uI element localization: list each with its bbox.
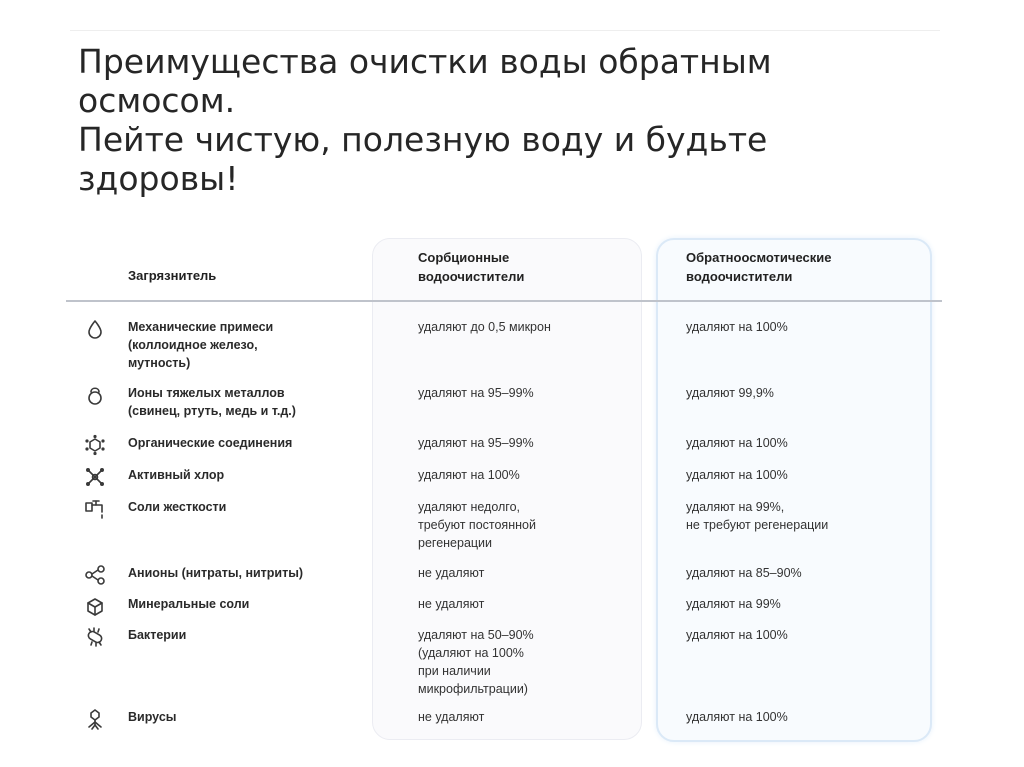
anion-chain-icon xyxy=(84,564,106,586)
osmosis-column-panel xyxy=(656,238,932,742)
osmosis-value: удаляют на 100% xyxy=(686,710,788,724)
sorption-value: удаляют до 0,5 микрон xyxy=(418,320,551,334)
pollutant-name: Органические соединения xyxy=(128,436,293,450)
title-line: здоровы! xyxy=(78,159,239,198)
header-text: водоочистители xyxy=(418,269,525,284)
mineral-crystal-icon xyxy=(84,595,106,617)
sorption-value: не удаляют xyxy=(418,566,485,580)
sorption-value: удаляют на 50–90% (удаляют на 100% при наличии микрофильтрации) xyxy=(418,628,534,696)
sorption-value: удаляют недолго, требуют постоянной регенерации xyxy=(418,500,536,550)
pollutant-column-header xyxy=(128,266,216,285)
slide-title xyxy=(78,42,948,198)
sorption-column-header xyxy=(418,248,524,286)
sorption-value: удаляют на 100% xyxy=(418,468,520,482)
water-tap-icon xyxy=(84,498,106,520)
pollutant-name: Ионы тяжелых металлов (свинец, ртуть, медь и т.д.) xyxy=(128,386,296,418)
pollutant-name: Соли жесткости xyxy=(128,500,227,514)
osmosis-value: удаляют на 99% xyxy=(686,597,781,611)
sorption-value: не удаляют xyxy=(418,597,485,611)
sorption-value: не удаляют xyxy=(418,710,485,724)
header-text: Обратноосмотические xyxy=(686,250,832,265)
sorption-value: удаляют на 95–99% xyxy=(418,436,534,450)
sorption-value: удаляют на 95–99% xyxy=(418,386,534,400)
pollutant-name: Механические примеси (коллоидное железо, мутность) xyxy=(128,320,274,370)
organic-molecule-icon xyxy=(84,434,106,456)
kettlebell-icon xyxy=(84,384,106,406)
pollutant-name: Бактерии xyxy=(128,628,187,642)
chlorine-molecule-icon xyxy=(84,466,106,488)
osmosis-value: удаляют 99,9% xyxy=(686,386,774,400)
title-line: Пейте чистую, полезную воду и будьте xyxy=(78,120,768,159)
virus-icon xyxy=(84,708,106,730)
header-divider xyxy=(66,300,942,302)
water-drop-icon xyxy=(84,318,106,340)
osmosis-value: удаляют на 100% xyxy=(686,628,788,642)
osmosis-value: удаляют на 99%, не требуют регенерации xyxy=(686,500,829,532)
pollutant-name: Активный хлор xyxy=(128,468,225,482)
title-line: Преимущества очистки воды обратным xyxy=(78,42,772,81)
pollutant-name: Вирусы xyxy=(128,710,177,724)
osmosis-value: удаляют на 100% xyxy=(686,436,788,450)
osmosis-value: удаляют на 100% xyxy=(686,468,788,482)
header-text: Сорбционные xyxy=(418,250,510,265)
osmosis-column-header xyxy=(686,248,831,286)
bacteria-icon xyxy=(84,626,106,648)
osmosis-value: удаляют на 85–90% xyxy=(686,566,802,580)
pollutant-name: Минеральные соли xyxy=(128,597,250,611)
pollutant-name: Анионы (нитраты, нитриты) xyxy=(128,566,304,580)
title-line: осмосом. xyxy=(78,81,236,120)
osmosis-value: удаляют на 100% xyxy=(686,320,788,334)
header-text: водоочистители xyxy=(686,269,793,284)
header-text: Загрязнитель xyxy=(128,268,217,283)
top-divider xyxy=(70,30,940,31)
